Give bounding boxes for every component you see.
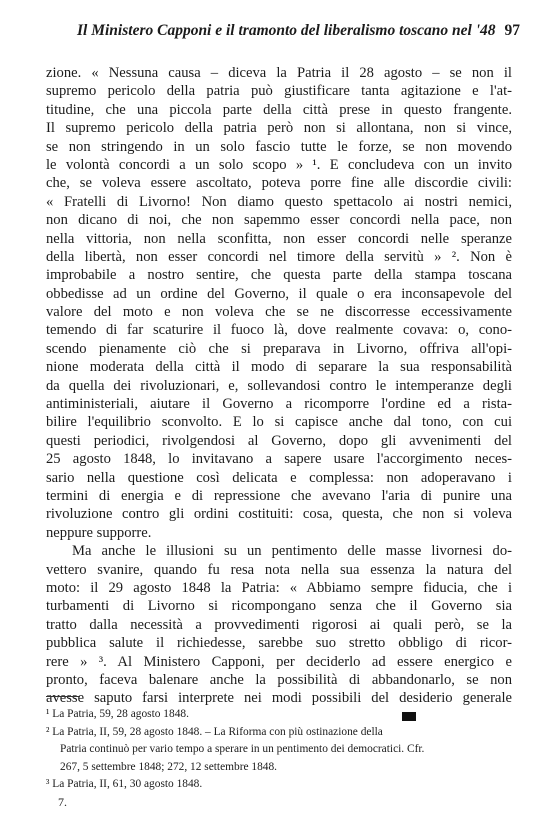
text-line: « Fratelli di Livorno! Non diamo questo spettacolo ai nostri nemici,	[46, 193, 512, 210]
text-line: rivoluzione contro gli ordini costituiti: cosa, questa, che non si voleva	[46, 506, 512, 523]
text-line: rere » ³. Al Ministero Capponi, per deciderlo ad essere energico e	[46, 653, 512, 670]
text-line: antiministeriali, aiutare il Governo a ricomporre l'ordine ed a rista-	[46, 396, 512, 413]
text-line: vettero svanire, quando fu resa nota nella sua essenza la natura del	[46, 561, 512, 578]
running-header	[55, 22, 520, 42]
text-line: valore del moto e non voleva che se ne discorresse eccessivamente	[46, 304, 512, 321]
text-line: temendo di far scaturire il fuoco là, dove realmente covava: o, cono-	[46, 322, 512, 339]
text-line: neppure supporre.	[46, 524, 152, 541]
running-title: Il Ministero Capponi e il tramonto del liberalismo toscano nel '48	[77, 22, 496, 39]
text-line: pubblica salute il richiedesse, sarebbe suo stretto obbligo di ricor-	[46, 635, 512, 652]
text-line: moto: il 29 agosto 1848 la Patria: « Abbiamo sempre fiducia, che i	[46, 579, 512, 596]
footnote: Patria continuò per vario tempo a sperare in un pentimento dei democratici. Cfr.	[60, 743, 425, 755]
text-line: Ma anche le illusioni su un pentimento delle masse livornesi do-	[72, 543, 512, 560]
body-text	[46, 64, 512, 708]
footnotes	[46, 706, 514, 794]
text-line: termini di energia e di repressione che avevano l'aria di punire una	[46, 487, 512, 504]
text-line: avesse saputo farsi interprete nei modi possibili del desiderio generale	[46, 690, 512, 707]
text-line: zione. « Nessuna causa – diceva la Patria il 28 agosto – se non il	[46, 65, 512, 81]
text-line: Il supremo pericolo della patria però non si allontana, non si vince,	[46, 120, 512, 137]
text-line: sario nella questione così delicata e complessa: non adoperavano i	[46, 469, 512, 486]
text-line: della libertà, non esser concordi nel timore della servitù » ². Non è	[46, 248, 512, 265]
text-line: tratto dalla necessità a provvedimenti rigorosi ai quali però, se la	[46, 616, 512, 633]
text-line: supremo pericolo della patria può giustificare tanta agitazione e l'at-	[46, 83, 512, 100]
footnote: ³ La Patria, II, 61, 30 agosto 1848.	[46, 778, 203, 790]
text-line: turbamenti di Livorno si ricompongano senza che il Governo sia	[46, 598, 512, 615]
text-line: che, se voleva essere ascoltato, poteva porre fine alle discordie civili:	[46, 175, 512, 192]
footnote-rule	[46, 696, 80, 697]
text-line: 25 agosto 1848, lo invitavano a sapere usare l'accorgimento neces-	[46, 451, 512, 468]
signature-mark: 7.	[58, 795, 67, 809]
text-line: titudine, che una piccola parte della città prese in questo frangente.	[46, 101, 512, 118]
page-number: 97	[504, 22, 520, 39]
text-line: nella vittoria, non nella sconfitta, non esser concordi nelle speranze	[46, 230, 512, 247]
text-line: pronto, faceva balenare anche la possibilità di abbandonarlo, se non	[46, 671, 512, 688]
text-line: non dicano di noi, che non sapemmo esser concordi nella pace, non	[46, 212, 512, 229]
text-line: scendo pienamente ciò che si preparava in Livorno, offriva all'opi-	[46, 340, 512, 357]
text-line: obbedisse ad un ordine del Governo, il quale o era inconsapevole del	[46, 285, 512, 302]
footnote: ¹ La Patria, 59, 28 agosto 1848.	[46, 708, 189, 720]
text-line: se non stringendo in un solo fascio tutte le forze, se non movendo	[46, 138, 512, 155]
text-line: le volontà concordi a un solo scopo » ¹. E concludeva con un invito	[46, 156, 512, 173]
footnote: 267, 5 settembre 1848; 272, 12 settembre 1848.	[60, 760, 278, 773]
text-line: nione moderata della città il modo di separare la sua responsabilità	[46, 359, 512, 376]
text-line: improbabile a nostro sentire, che questa parte della stampa toscana	[46, 267, 512, 284]
footnote: ² La Patria, II, 59, 28 agosto 1848. – La Riforma con più ostinazione della	[46, 725, 383, 738]
text-line: questi periodici, rivolgendosi al Governo, dopo gli avvenimenti del	[46, 432, 512, 449]
text-line: da quella dei rivoluzionari, e, sollevandosi contro le intemperanze degli	[46, 377, 512, 394]
text-line: bilire l'equilibrio sconvolto. E lo si capisce anche dal tono, con cui	[46, 414, 512, 431]
